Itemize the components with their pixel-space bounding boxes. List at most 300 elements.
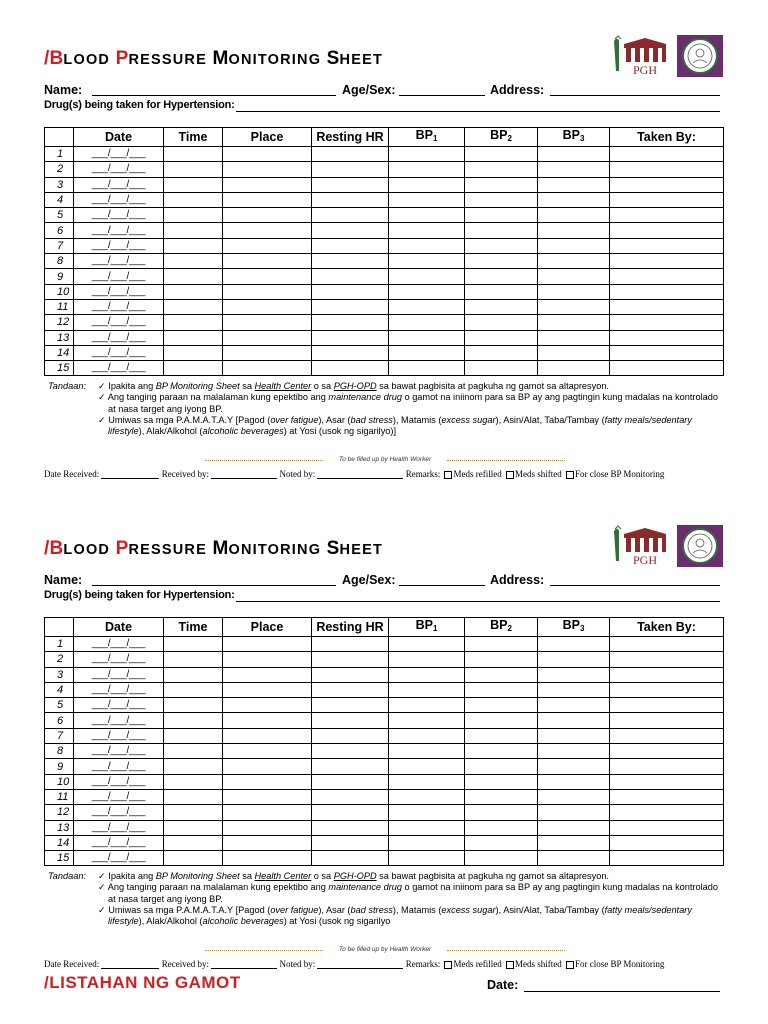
taken-by-cell[interactable] (610, 851, 724, 866)
time-cell[interactable] (164, 637, 223, 652)
time-cell[interactable] (164, 851, 223, 866)
time-cell[interactable] (164, 682, 223, 697)
age-sex-field[interactable] (399, 573, 485, 586)
meds-refilled-checkbox[interactable] (444, 961, 452, 969)
resting-hr-cell[interactable] (312, 713, 389, 728)
resting-hr-cell[interactable] (312, 835, 389, 850)
title-slash: / (44, 538, 50, 559)
taken-by-cell[interactable] (610, 147, 724, 162)
table-row (45, 835, 724, 850)
resting-hr-cell[interactable] (312, 759, 389, 774)
taken-by-cell[interactable] (610, 713, 724, 728)
taken-by-cell[interactable] (610, 254, 724, 269)
title-onitoring: ONITORING (228, 542, 322, 558)
taken-by-cell[interactable] (610, 208, 724, 223)
bp3-cell[interactable] (538, 652, 610, 667)
resting-hr-cell[interactable] (312, 851, 389, 866)
date-cell[interactable]: ___/___/___ (74, 147, 164, 162)
date-cell[interactable]: ___/___/___ (74, 637, 164, 652)
bp3-cell[interactable] (538, 330, 610, 345)
bp1-cell[interactable] (389, 789, 465, 804)
bp1-cell[interactable] (389, 330, 465, 345)
row-number: 8 (45, 744, 74, 759)
resting-hr-cell[interactable] (312, 162, 389, 177)
bp3-cell[interactable] (538, 789, 610, 804)
bp2-cell[interactable] (465, 759, 538, 774)
date-cell[interactable]: ___/___/___ (74, 361, 164, 376)
taken-by-cell[interactable] (610, 805, 724, 820)
age-sex-field[interactable] (399, 83, 485, 96)
bp1-cell[interactable] (389, 682, 465, 697)
date-cell[interactable]: ___/___/___ (74, 759, 164, 774)
bp3-cell[interactable] (538, 698, 610, 713)
bp3-cell[interactable] (538, 805, 610, 820)
bp3-cell[interactable] (538, 361, 610, 376)
date-cell[interactable]: ___/___/___ (74, 162, 164, 177)
date-cell[interactable]: ___/___/___ (74, 698, 164, 713)
resting-hr-cell[interactable] (312, 192, 389, 207)
taken-by-cell[interactable] (610, 744, 724, 759)
title-b: B (49, 48, 64, 69)
bp3-cell[interactable] (538, 208, 610, 223)
table-row (45, 667, 724, 682)
meds-shifted-checkbox[interactable] (506, 961, 514, 969)
bp2-cell[interactable] (465, 284, 538, 299)
time-cell[interactable] (164, 759, 223, 774)
place-cell[interactable] (223, 192, 312, 207)
date-cell[interactable]: ___/___/___ (74, 177, 164, 192)
bp3-cell[interactable] (538, 299, 610, 314)
bp2-cell[interactable] (465, 698, 538, 713)
date-cell[interactable]: ___/___/___ (74, 652, 164, 667)
place-cell[interactable] (223, 238, 312, 253)
resting-hr-cell[interactable] (312, 682, 389, 697)
time-cell[interactable] (164, 361, 223, 376)
bp3-cell[interactable] (538, 820, 610, 835)
bp2-cell[interactable] (465, 835, 538, 850)
time-cell[interactable] (164, 345, 223, 360)
time-cell[interactable] (164, 147, 223, 162)
resting-hr-cell[interactable] (312, 315, 389, 330)
bp3-cell[interactable] (538, 147, 610, 162)
meds-shifted-label: Meds shifted (514, 959, 562, 969)
close-monitoring-checkbox[interactable] (566, 961, 574, 969)
bp3-cell[interactable] (538, 177, 610, 192)
bp3-cell[interactable] (538, 223, 610, 238)
bp1-cell[interactable] (389, 192, 465, 207)
place-cell[interactable] (223, 162, 312, 177)
place-cell[interactable] (223, 330, 312, 345)
address-field[interactable] (550, 83, 720, 96)
bp1-cell[interactable] (389, 713, 465, 728)
health-worker-divider (205, 946, 565, 956)
taken-by-cell[interactable] (610, 361, 724, 376)
bp2-cell[interactable] (465, 162, 538, 177)
bp3-cell[interactable] (538, 254, 610, 269)
title-b: B (49, 538, 64, 559)
date-cell[interactable]: ___/___/___ (74, 789, 164, 804)
bp3-cell[interactable] (538, 728, 610, 743)
date-cell[interactable]: ___/___/___ (74, 330, 164, 345)
col-bp3: $BP_3$ (538, 618, 610, 637)
place-cell[interactable] (223, 744, 312, 759)
bp3-cell[interactable] (538, 667, 610, 682)
bp1-cell[interactable] (389, 667, 465, 682)
bp1-cell[interactable] (389, 728, 465, 743)
meds-refilled-label: Meds refilled (453, 469, 502, 479)
place-cell[interactable] (223, 315, 312, 330)
date-cell[interactable]: ___/___/___ (74, 238, 164, 253)
place-cell[interactable] (223, 835, 312, 850)
listahan-date-field[interactable] (524, 978, 720, 992)
date-cell[interactable]: ___/___/___ (74, 667, 164, 682)
bp2-cell[interactable] (465, 269, 538, 284)
place-cell[interactable] (223, 728, 312, 743)
bp3-cell[interactable] (538, 315, 610, 330)
place-cell[interactable] (223, 667, 312, 682)
pgh-logo-text: PGH (632, 63, 658, 77)
bp2-cell[interactable] (465, 238, 538, 253)
date-cell[interactable]: ___/___/___ (74, 851, 164, 866)
resting-hr-cell[interactable] (312, 223, 389, 238)
address-label: Address: (490, 83, 545, 97)
col-taken-by: Taken By: (610, 128, 724, 147)
taken-by-cell[interactable] (610, 299, 724, 314)
place-cell[interactable] (223, 223, 312, 238)
taken-by-cell[interactable] (610, 774, 724, 789)
bp2-cell[interactable] (465, 652, 538, 667)
bp1-cell[interactable] (389, 299, 465, 314)
row-number: 9 (45, 269, 74, 284)
date-received-field[interactable] (101, 959, 159, 969)
resting-hr-cell[interactable] (312, 728, 389, 743)
place-cell[interactable] (223, 820, 312, 835)
row-number: 2 (45, 162, 74, 177)
taken-by-cell[interactable] (610, 698, 724, 713)
date-cell[interactable]: ___/___/___ (74, 254, 164, 269)
resting-hr-cell[interactable] (312, 299, 389, 314)
taken-by-cell[interactable] (610, 192, 724, 207)
taken-by-cell[interactable] (610, 162, 724, 177)
date-cell[interactable]: ___/___/___ (74, 713, 164, 728)
time-cell[interactable] (164, 698, 223, 713)
place-cell[interactable] (223, 361, 312, 376)
bp3-cell[interactable] (538, 192, 610, 207)
time-cell[interactable] (164, 774, 223, 789)
bp2-cell[interactable] (465, 223, 538, 238)
time-cell[interactable] (164, 330, 223, 345)
col-date: Date (74, 618, 164, 637)
bp3-cell[interactable] (538, 345, 610, 360)
resting-hr-cell[interactable] (312, 789, 389, 804)
date-cell[interactable]: ___/___/___ (74, 820, 164, 835)
table-row (45, 192, 724, 207)
resting-hr-cell[interactable] (312, 330, 389, 345)
bp1-cell[interactable] (389, 744, 465, 759)
close-monitoring-checkbox[interactable] (566, 471, 574, 479)
time-cell[interactable] (164, 254, 223, 269)
bp2-cell[interactable] (465, 254, 538, 269)
bp1-cell[interactable] (389, 835, 465, 850)
name-field[interactable] (92, 573, 336, 586)
date-cell[interactable]: ___/___/___ (74, 805, 164, 820)
row-number: 2 (45, 652, 74, 667)
resting-hr-cell[interactable] (312, 238, 389, 253)
drugs-field[interactable] (236, 99, 720, 112)
bp3-cell[interactable] (538, 851, 610, 866)
bp1-cell[interactable] (389, 698, 465, 713)
bp3-cell[interactable] (538, 637, 610, 652)
table-row (45, 728, 724, 743)
bp1-cell[interactable] (389, 147, 465, 162)
received-by-field[interactable] (211, 469, 277, 479)
bp2-cell[interactable] (465, 744, 538, 759)
col-date: Date (74, 128, 164, 147)
bp3-cell[interactable] (538, 162, 610, 177)
bp3-cell[interactable] (538, 682, 610, 697)
date-cell[interactable]: ___/___/___ (74, 284, 164, 299)
address-label: Address: (490, 573, 545, 587)
bp1-cell[interactable] (389, 162, 465, 177)
resting-hr-cell[interactable] (312, 652, 389, 667)
bp1-cell[interactable] (389, 269, 465, 284)
col-resting-hr: Resting HR (312, 128, 389, 147)
resting-hr-cell[interactable] (312, 208, 389, 223)
bp2-cell[interactable] (465, 851, 538, 866)
table-row (45, 345, 724, 360)
place-cell[interactable] (223, 147, 312, 162)
bp2-cell[interactable] (465, 177, 538, 192)
name-field[interactable] (92, 83, 336, 96)
place-cell[interactable] (223, 345, 312, 360)
bp1-cell[interactable] (389, 315, 465, 330)
taken-by-cell[interactable] (610, 284, 724, 299)
taken-by-cell[interactable] (610, 682, 724, 697)
bp1-cell[interactable] (389, 254, 465, 269)
taken-by-cell[interactable] (610, 223, 724, 238)
taken-by-cell[interactable] (610, 345, 724, 360)
bp1-cell[interactable] (389, 759, 465, 774)
date-cell[interactable]: ___/___/___ (74, 728, 164, 743)
time-cell[interactable] (164, 177, 223, 192)
bp1-cell[interactable] (389, 223, 465, 238)
bp1-cell[interactable] (389, 805, 465, 820)
resting-hr-cell[interactable] (312, 805, 389, 820)
place-cell[interactable] (223, 682, 312, 697)
university-seal-logo (677, 35, 723, 77)
row-number: 11 (45, 789, 74, 804)
date-cell[interactable]: ___/___/___ (74, 345, 164, 360)
bp2-cell[interactable] (465, 728, 538, 743)
date-cell[interactable]: ___/___/___ (74, 744, 164, 759)
resting-hr-cell[interactable] (312, 269, 389, 284)
resting-hr-cell[interactable] (312, 254, 389, 269)
time-cell[interactable] (164, 728, 223, 743)
resting-hr-cell[interactable] (312, 147, 389, 162)
date-cell[interactable]: ___/___/___ (74, 774, 164, 789)
address-field[interactable] (550, 573, 720, 586)
time-cell[interactable] (164, 820, 223, 835)
row-number: 1 (45, 637, 74, 652)
date-received-field[interactable] (101, 469, 159, 479)
time-cell[interactable] (164, 299, 223, 314)
title-heet: HEET (339, 542, 384, 558)
date-cell[interactable]: ___/___/___ (74, 192, 164, 207)
time-cell[interactable] (164, 315, 223, 330)
meds-refilled-checkbox[interactable] (444, 471, 452, 479)
bp1-cell[interactable] (389, 637, 465, 652)
time-cell[interactable] (164, 713, 223, 728)
table-row (45, 851, 724, 866)
taken-by-cell[interactable] (610, 667, 724, 682)
place-cell[interactable] (223, 789, 312, 804)
bp3-cell[interactable] (538, 238, 610, 253)
taken-by-cell[interactable] (610, 789, 724, 804)
taken-by-cell[interactable] (610, 177, 724, 192)
time-cell[interactable] (164, 652, 223, 667)
meds-shifted-checkbox[interactable] (506, 471, 514, 479)
bp2-cell[interactable] (465, 299, 538, 314)
taken-by-cell[interactable] (610, 269, 724, 284)
bp2-cell[interactable] (465, 805, 538, 820)
time-cell[interactable] (164, 284, 223, 299)
bp1-cell[interactable] (389, 774, 465, 789)
bp3-cell[interactable] (538, 774, 610, 789)
health-worker-divider (205, 456, 565, 466)
place-cell[interactable] (223, 208, 312, 223)
time-cell[interactable] (164, 192, 223, 207)
bp2-cell[interactable] (465, 637, 538, 652)
place-cell[interactable] (223, 774, 312, 789)
bp1-cell[interactable] (389, 820, 465, 835)
bp3-cell[interactable] (538, 713, 610, 728)
time-cell[interactable] (164, 789, 223, 804)
resting-hr-cell[interactable] (312, 698, 389, 713)
time-cell[interactable] (164, 805, 223, 820)
bp1-cell[interactable] (389, 851, 465, 866)
remarks-label: Remarks: (405, 959, 441, 969)
bp3-cell[interactable] (538, 759, 610, 774)
place-cell[interactable] (223, 254, 312, 269)
bp2-cell[interactable] (465, 315, 538, 330)
resting-hr-cell[interactable] (312, 361, 389, 376)
taken-by-cell[interactable] (610, 728, 724, 743)
row-number: 6 (45, 223, 74, 238)
bp1-cell[interactable] (389, 177, 465, 192)
bp2-cell[interactable] (465, 345, 538, 360)
place-cell[interactable] (223, 269, 312, 284)
time-cell[interactable] (164, 835, 223, 850)
bp2-cell[interactable] (465, 192, 538, 207)
place-cell[interactable] (223, 805, 312, 820)
date-cell[interactable]: ___/___/___ (74, 269, 164, 284)
date-cell[interactable]: ___/___/___ (74, 315, 164, 330)
taken-by-cell[interactable] (610, 238, 724, 253)
table-row (45, 238, 724, 253)
date-cell[interactable]: ___/___/___ (74, 682, 164, 697)
place-cell[interactable] (223, 284, 312, 299)
time-cell[interactable] (164, 238, 223, 253)
bp2-cell[interactable] (465, 820, 538, 835)
place-cell[interactable] (223, 713, 312, 728)
taken-by-cell[interactable] (610, 637, 724, 652)
bp3-cell[interactable] (538, 744, 610, 759)
bp2-cell[interactable] (465, 667, 538, 682)
bp2-cell[interactable] (465, 682, 538, 697)
bp3-cell[interactable] (538, 269, 610, 284)
row-number: 7 (45, 728, 74, 743)
date-cell[interactable]: ___/___/___ (74, 223, 164, 238)
resting-hr-cell[interactable] (312, 177, 389, 192)
resting-hr-cell[interactable] (312, 284, 389, 299)
bp2-cell[interactable] (465, 361, 538, 376)
reminders-label: Tandaan: (48, 871, 86, 881)
place-cell[interactable] (223, 851, 312, 866)
bp1-cell[interactable] (389, 238, 465, 253)
drugs-field[interactable] (236, 589, 720, 602)
time-cell[interactable] (164, 744, 223, 759)
resting-hr-cell[interactable] (312, 667, 389, 682)
bp2-cell[interactable] (465, 774, 538, 789)
time-cell[interactable] (164, 667, 223, 682)
bp1-cell[interactable] (389, 284, 465, 299)
noted-by-field[interactable] (317, 959, 403, 969)
date-cell[interactable]: ___/___/___ (74, 299, 164, 314)
table-row (45, 805, 724, 820)
taken-by-cell[interactable] (610, 820, 724, 835)
taken-by-cell[interactable] (610, 759, 724, 774)
time-cell[interactable] (164, 223, 223, 238)
bp2-cell[interactable] (465, 330, 538, 345)
reminder-3: ✓ Umiwas sa mga P.A.M.A.T.A.Y [Pagod (over fatigue), Asar (bad stress), Matamis (excess sugar), Asin/Alat, Taba/Tambay (fatty meals/sedentary lifestyle), Alak/Alkohol (alcoholic beverages) at Yosi (usok ng sigarilyo)] (98, 414, 692, 437)
received-by-field[interactable] (211, 959, 277, 969)
date-cell[interactable]: ___/___/___ (74, 835, 164, 850)
resting-hr-cell[interactable] (312, 345, 389, 360)
time-cell[interactable] (164, 208, 223, 223)
bp1-cell[interactable] (389, 652, 465, 667)
date-cell[interactable]: ___/___/___ (74, 208, 164, 223)
taken-by-cell[interactable] (610, 652, 724, 667)
place-cell[interactable] (223, 299, 312, 314)
place-cell[interactable] (223, 652, 312, 667)
resting-hr-cell[interactable] (312, 774, 389, 789)
place-cell[interactable] (223, 759, 312, 774)
bp2-cell[interactable] (465, 713, 538, 728)
bp2-cell[interactable] (465, 208, 538, 223)
bp3-cell[interactable] (538, 835, 610, 850)
resting-hr-cell[interactable] (312, 637, 389, 652)
bp2-cell[interactable] (465, 147, 538, 162)
place-cell[interactable] (223, 177, 312, 192)
taken-by-cell[interactable] (610, 835, 724, 850)
taken-by-cell[interactable] (610, 330, 724, 345)
bp1-cell[interactable] (389, 361, 465, 376)
noted-by-field[interactable] (317, 469, 403, 479)
time-cell[interactable] (164, 269, 223, 284)
time-cell[interactable] (164, 162, 223, 177)
place-cell[interactable] (223, 637, 312, 652)
resting-hr-cell[interactable] (312, 744, 389, 759)
bp2-cell[interactable] (465, 789, 538, 804)
bp1-cell[interactable] (389, 208, 465, 223)
place-cell[interactable] (223, 698, 312, 713)
resting-hr-cell[interactable] (312, 820, 389, 835)
bp3-cell[interactable] (538, 284, 610, 299)
row-number: 4 (45, 682, 74, 697)
bp1-cell[interactable] (389, 345, 465, 360)
table-row (45, 361, 724, 376)
taken-by-cell[interactable] (610, 315, 724, 330)
